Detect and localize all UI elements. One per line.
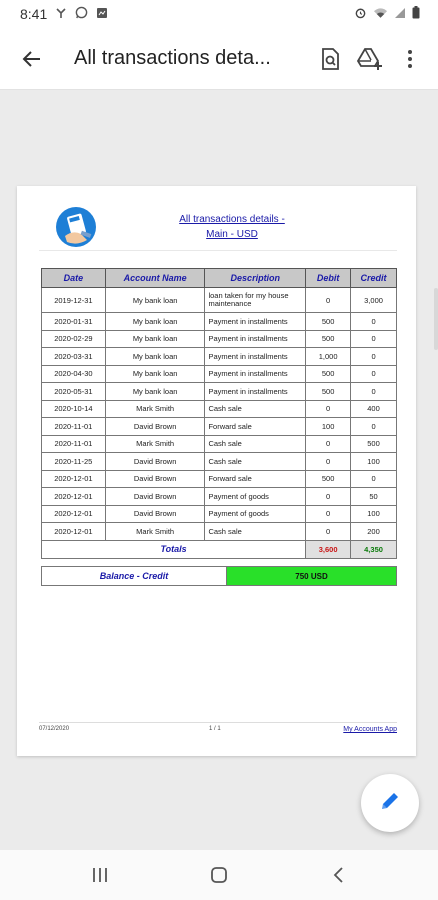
cell-account: Mark Smith [105,523,205,541]
cell-description: Forward sale [205,418,306,436]
battery-icon [412,6,420,22]
edit-button[interactable] [361,774,419,832]
cell-debit: 0 [306,400,351,418]
cell-account: David Brown [105,470,205,488]
cell-date: 2020-04-30 [42,365,106,383]
table-row [42,453,397,471]
cell-description: Payment in installments [205,383,306,401]
document-title-line2: Main - USD [206,229,258,240]
system-nav-bar [0,850,438,900]
cell-account: Mark Smith [105,400,205,418]
alarm-icon [354,6,367,22]
table-row [42,365,397,383]
cell-description: Cash sale [205,400,306,418]
cell-account: David Brown [105,488,205,506]
cell-signal-icon [394,7,406,22]
cell-date: 2020-11-25 [42,453,106,471]
cell-account: Mark Smith [105,435,205,453]
cell-account: My bank loan [105,365,205,383]
document-title [157,212,307,242]
balance-table [41,566,397,586]
table-row [42,418,397,436]
search-document-icon[interactable] [310,39,350,79]
footer-page: 1 / 1 [209,726,221,732]
table-row [42,505,397,523]
cell-date: 2020-03-31 [42,348,106,366]
cell-date: 2020-12-01 [42,488,106,506]
cell-account: David Brown [105,505,205,523]
table-row [42,313,397,331]
cell-debit: 0 [306,453,351,471]
column-header-date: Date [42,269,106,288]
signal-icon [55,6,67,22]
table-row [42,288,397,313]
back-nav-icon[interactable] [318,855,358,895]
table-row [42,523,397,541]
balance-row [42,567,397,586]
table-row [42,435,397,453]
cell-credit: 0 [351,330,397,348]
cell-debit: 100 [306,418,351,436]
cell-date: 2020-12-01 [42,470,106,488]
column-header-account: Account Name [105,269,205,288]
cell-date: 2020-11-01 [42,418,106,436]
cell-date: 2019-12-31 [42,288,106,313]
cell-date: 2020-12-01 [42,505,106,523]
cell-date: 2020-10-14 [42,400,106,418]
cell-date: 2020-11-01 [42,435,106,453]
cell-description: Payment in installments [205,365,306,383]
footer-date: 07/12/2020 [39,726,70,732]
balance-value: 750 USD [227,567,397,586]
cell-credit: 0 [351,470,397,488]
gallery-icon [96,6,108,22]
cell-description: Payment in installments [205,348,306,366]
edit-pencil-icon [379,790,401,817]
status-bar [0,0,438,28]
column-header-credit: Credit [351,269,397,288]
cell-date: 2020-01-31 [42,313,106,331]
drive-add-icon[interactable] [350,39,390,79]
cell-debit: 500 [306,330,351,348]
document-title-line1: All transactions details - [179,214,285,225]
cell-credit: 3,000 [351,288,397,313]
more-vert-icon[interactable] [390,39,430,79]
cell-date: 2020-12-01 [42,523,106,541]
cell-credit: 500 [351,435,397,453]
page-title: All transactions deta... [74,47,271,69]
wifi-icon [373,7,388,22]
cell-debit: 500 [306,313,351,331]
cell-description: Payment in installments [205,330,306,348]
totals-label: Totals [42,540,306,558]
cell-description: Payment of goods [205,505,306,523]
cell-account: My bank loan [105,288,205,313]
table-row [42,488,397,506]
table-header-row [42,269,397,288]
cell-credit: 400 [351,400,397,418]
cell-debit: 0 [306,488,351,506]
totals-row [42,540,397,558]
cell-description: Cash sale [205,523,306,541]
transactions-table [41,268,397,559]
cell-credit: 100 [351,505,397,523]
cell-debit: 0 [306,505,351,523]
cell-account: My bank loan [105,313,205,331]
cell-debit: 500 [306,365,351,383]
cell-description: Forward sale [205,470,306,488]
whatsapp-icon [75,6,88,22]
scroll-handle[interactable] [434,288,438,350]
cell-debit: 0 [306,288,351,313]
cell-credit: 200 [351,523,397,541]
cell-credit: 100 [351,453,397,471]
table-row [42,348,397,366]
footer-app-link[interactable]: My Accounts App [343,726,397,733]
cell-date: 2020-02-29 [42,330,106,348]
cell-account: My bank loan [105,330,205,348]
cell-credit: 0 [351,383,397,401]
arrow-back-icon[interactable] [14,41,50,77]
cell-debit: 500 [306,383,351,401]
document-page [17,186,416,756]
cell-debit: 1,000 [306,348,351,366]
cell-credit: 0 [351,418,397,436]
cell-account: My bank loan [105,348,205,366]
app-logo [55,206,97,253]
recent-apps-icon[interactable] [80,855,120,895]
cell-debit: 500 [306,470,351,488]
cell-description: Cash sale [205,453,306,471]
balance-label: Balance - Credit [42,567,227,586]
cell-account: My bank loan [105,383,205,401]
home-icon[interactable] [199,855,239,895]
cell-description: loan taken for my house maintenance [205,288,306,313]
cell-account: David Brown [105,453,205,471]
column-header-debit: Debit [306,269,351,288]
table-row [42,330,397,348]
cell-account: David Brown [105,418,205,436]
cell-credit: 50 [351,488,397,506]
cell-debit: 0 [306,523,351,541]
status-time: 8:41 [20,6,48,22]
divider [39,250,397,251]
cell-description: Cash sale [205,435,306,453]
cell-credit: 0 [351,348,397,366]
cell-credit: 0 [351,313,397,331]
column-header-description: Description [205,269,306,288]
footer-divider [39,722,397,723]
totals-credit: 4,350 [351,540,397,558]
cell-debit: 0 [306,435,351,453]
table-row [42,470,397,488]
app-bar [0,28,438,90]
cell-date: 2020-05-31 [42,383,106,401]
table-row [42,400,397,418]
table-row [42,383,397,401]
totals-debit: 3,600 [306,540,351,558]
cell-description: Payment in installments [205,313,306,331]
cell-credit: 0 [351,365,397,383]
cell-description: Payment of goods [205,488,306,506]
